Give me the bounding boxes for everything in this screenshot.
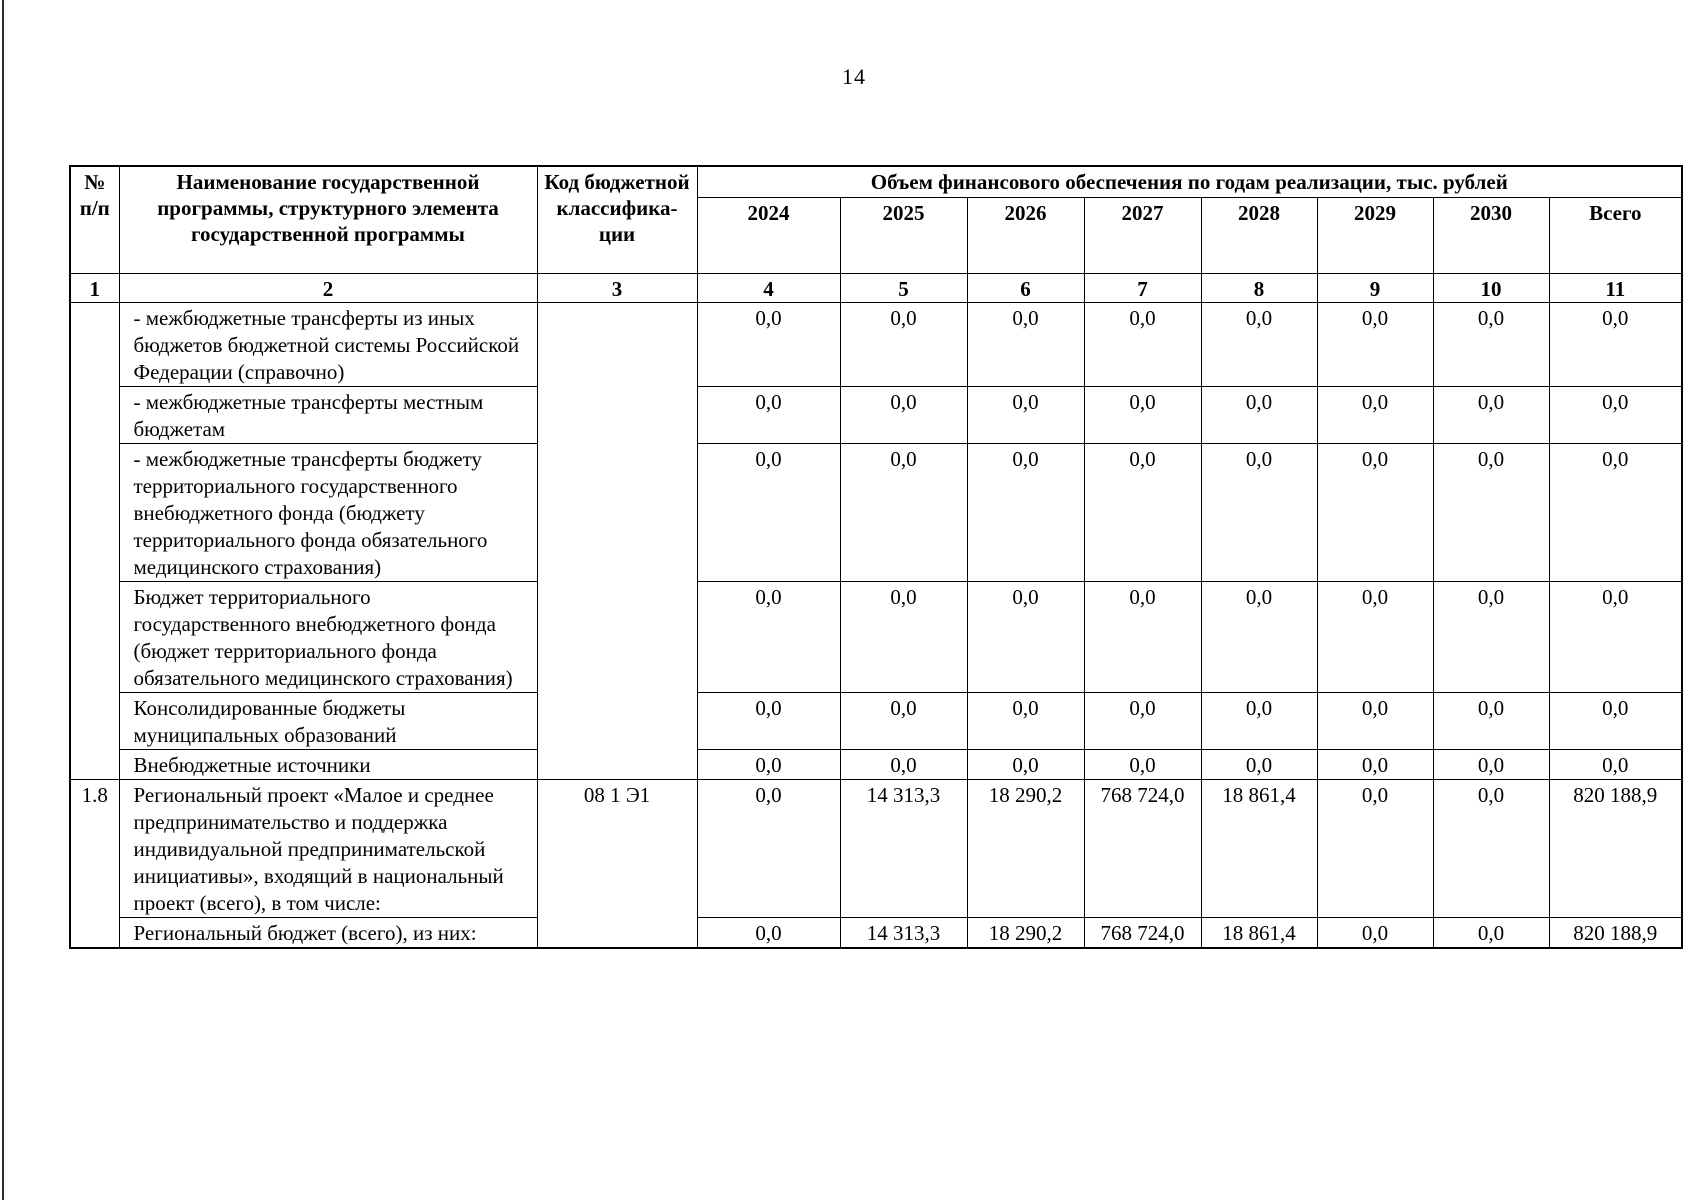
- row-total: 0,0: [1549, 444, 1682, 582]
- row-value: 14 313,3: [840, 918, 967, 949]
- row-total: 820 188,9: [1549, 780, 1682, 918]
- table-row: [70, 918, 1682, 949]
- row-total: 0,0: [1549, 387, 1682, 444]
- row-value: 0,0: [1433, 303, 1549, 387]
- row-value: 0,0: [697, 750, 840, 780]
- row-npp: [70, 693, 119, 750]
- column-number: 5: [840, 274, 967, 303]
- header-name: Наименование государственной программы, структурного элемента государственной программы: [119, 166, 537, 274]
- table-row: [70, 582, 1682, 693]
- row-name: - межбюджетные трансферты из иных бюджетов бюджетной системы Российской Федерации (справочно): [119, 303, 537, 387]
- row-value: 18 290,2: [967, 780, 1084, 918]
- row-value: 0,0: [840, 387, 967, 444]
- row-value: 0,0: [1317, 750, 1433, 780]
- column-number: 1: [70, 274, 119, 303]
- row-value: 0,0: [1084, 303, 1201, 387]
- header-year: 2026: [967, 198, 1084, 274]
- row-name: Региональный проект «Малое и среднее предпринимательство и поддержка индивидуальной предпринимательской инициативы», входящий в национальный проект (всего), в том числе:: [119, 780, 537, 918]
- column-number: 3: [537, 274, 697, 303]
- row-code: [537, 444, 697, 582]
- row-value: 0,0: [697, 693, 840, 750]
- row-value: 0,0: [1084, 582, 1201, 693]
- row-value: 0,0: [840, 582, 967, 693]
- row-total: 0,0: [1549, 582, 1682, 693]
- row-name: Внебюджетные источники: [119, 750, 537, 780]
- row-value: 0,0: [1433, 582, 1549, 693]
- row-value: 0,0: [840, 750, 967, 780]
- row-value: 0,0: [697, 387, 840, 444]
- row-npp: 1.8: [70, 780, 119, 918]
- row-value: 0,0: [697, 444, 840, 582]
- row-name: Региональный бюджет (всего), из них:: [119, 918, 537, 949]
- row-value: 0,0: [1201, 303, 1317, 387]
- row-value: 0,0: [1201, 444, 1317, 582]
- header-volume: Объем финансового обеспечения по годам реализации, тыс. рублей: [697, 166, 1682, 198]
- row-value: 768 724,0: [1084, 780, 1201, 918]
- page-edge: [2, 0, 4, 1200]
- row-value: 0,0: [840, 693, 967, 750]
- row-code: [537, 582, 697, 693]
- table-row: [70, 750, 1682, 780]
- row-value: 14 313,3: [840, 780, 967, 918]
- row-total: 0,0: [1549, 750, 1682, 780]
- row-total: 0,0: [1549, 303, 1682, 387]
- row-code: [537, 303, 697, 387]
- row-value: 18 861,4: [1201, 780, 1317, 918]
- row-value: 0,0: [1084, 693, 1201, 750]
- header-year: 2027: [1084, 198, 1201, 274]
- row-value: 0,0: [1084, 387, 1201, 444]
- page-number: 14: [842, 64, 866, 89]
- row-code: [537, 387, 697, 444]
- row-value: 0,0: [1433, 918, 1549, 949]
- row-name: Бюджет территориального государственного внебюджетного фонда (бюджет территориального фонда обязательного медицинского страхования): [119, 582, 537, 693]
- column-number-row: [70, 274, 1682, 303]
- row-value: 0,0: [1201, 582, 1317, 693]
- column-number: 8: [1201, 274, 1317, 303]
- row-value: 0,0: [1317, 444, 1433, 582]
- row-value: 18 290,2: [967, 918, 1084, 949]
- header-year: 2024: [697, 198, 840, 274]
- header-row-top: [70, 166, 1682, 198]
- row-npp: [70, 444, 119, 582]
- row-value: 0,0: [1433, 387, 1549, 444]
- table-row: [70, 780, 1682, 918]
- row-code: 08 1 Э1: [537, 780, 697, 918]
- row-value: 0,0: [697, 303, 840, 387]
- header-total: Всего: [1549, 198, 1682, 274]
- row-value: 0,0: [1084, 444, 1201, 582]
- budget-table: [69, 165, 1683, 949]
- row-value: 0,0: [1317, 582, 1433, 693]
- row-value: 0,0: [1317, 780, 1433, 918]
- row-value: 0,0: [697, 582, 840, 693]
- table-row: [70, 387, 1682, 444]
- row-npp: [70, 387, 119, 444]
- row-value: 0,0: [840, 303, 967, 387]
- column-number: 7: [1084, 274, 1201, 303]
- row-value: 18 861,4: [1201, 918, 1317, 949]
- column-number: 10: [1433, 274, 1549, 303]
- row-value: 0,0: [1317, 303, 1433, 387]
- row-value: 0,0: [967, 303, 1084, 387]
- row-total: 0,0: [1549, 693, 1682, 750]
- row-value: 0,0: [697, 780, 840, 918]
- row-value: 0,0: [1201, 750, 1317, 780]
- table-row: [70, 444, 1682, 582]
- row-value: 0,0: [840, 444, 967, 582]
- row-total: 820 188,9: [1549, 918, 1682, 949]
- row-value: 0,0: [1433, 780, 1549, 918]
- row-value: 0,0: [1433, 444, 1549, 582]
- row-name: - межбюджетные трансферты местным бюджетам: [119, 387, 537, 444]
- row-value: 0,0: [1084, 750, 1201, 780]
- column-number: 9: [1317, 274, 1433, 303]
- row-code: [537, 918, 697, 949]
- table-row: [70, 303, 1682, 387]
- column-number: 2: [119, 274, 537, 303]
- column-number: 6: [967, 274, 1084, 303]
- table-body: [70, 303, 1682, 949]
- row-value: 0,0: [697, 918, 840, 949]
- row-value: 0,0: [1201, 693, 1317, 750]
- header-year: 2028: [1201, 198, 1317, 274]
- row-value: 0,0: [1433, 750, 1549, 780]
- row-npp: [70, 303, 119, 387]
- row-value: 0,0: [967, 444, 1084, 582]
- header-year: 2029: [1317, 198, 1433, 274]
- row-name: - межбюджетные трансферты бюджету территориального государственного внебюджетного фонда (бюджету территориального фонда обязательного медицинского страхования): [119, 444, 537, 582]
- row-value: 0,0: [967, 387, 1084, 444]
- row-value: 0,0: [967, 750, 1084, 780]
- column-number: 4: [697, 274, 840, 303]
- row-code: [537, 693, 697, 750]
- row-value: 0,0: [1433, 693, 1549, 750]
- row-code: [537, 750, 697, 780]
- row-value: 0,0: [1317, 693, 1433, 750]
- header-year: 2030: [1433, 198, 1549, 274]
- header-code: Код бюджетной классифика-ции: [537, 166, 697, 274]
- row-value: 0,0: [967, 693, 1084, 750]
- row-npp: [70, 750, 119, 780]
- header-year: 2025: [840, 198, 967, 274]
- row-npp: [70, 918, 119, 949]
- row-value: 0,0: [1317, 918, 1433, 949]
- row-npp: [70, 582, 119, 693]
- column-number: 11: [1549, 274, 1682, 303]
- row-value: 0,0: [1201, 387, 1317, 444]
- row-value: 0,0: [967, 582, 1084, 693]
- table-row: [70, 693, 1682, 750]
- row-name: Консолидированные бюджеты муниципальных образований: [119, 693, 537, 750]
- header-npp: № п/п: [70, 166, 119, 274]
- row-value: 0,0: [1317, 387, 1433, 444]
- row-value: 768 724,0: [1084, 918, 1201, 949]
